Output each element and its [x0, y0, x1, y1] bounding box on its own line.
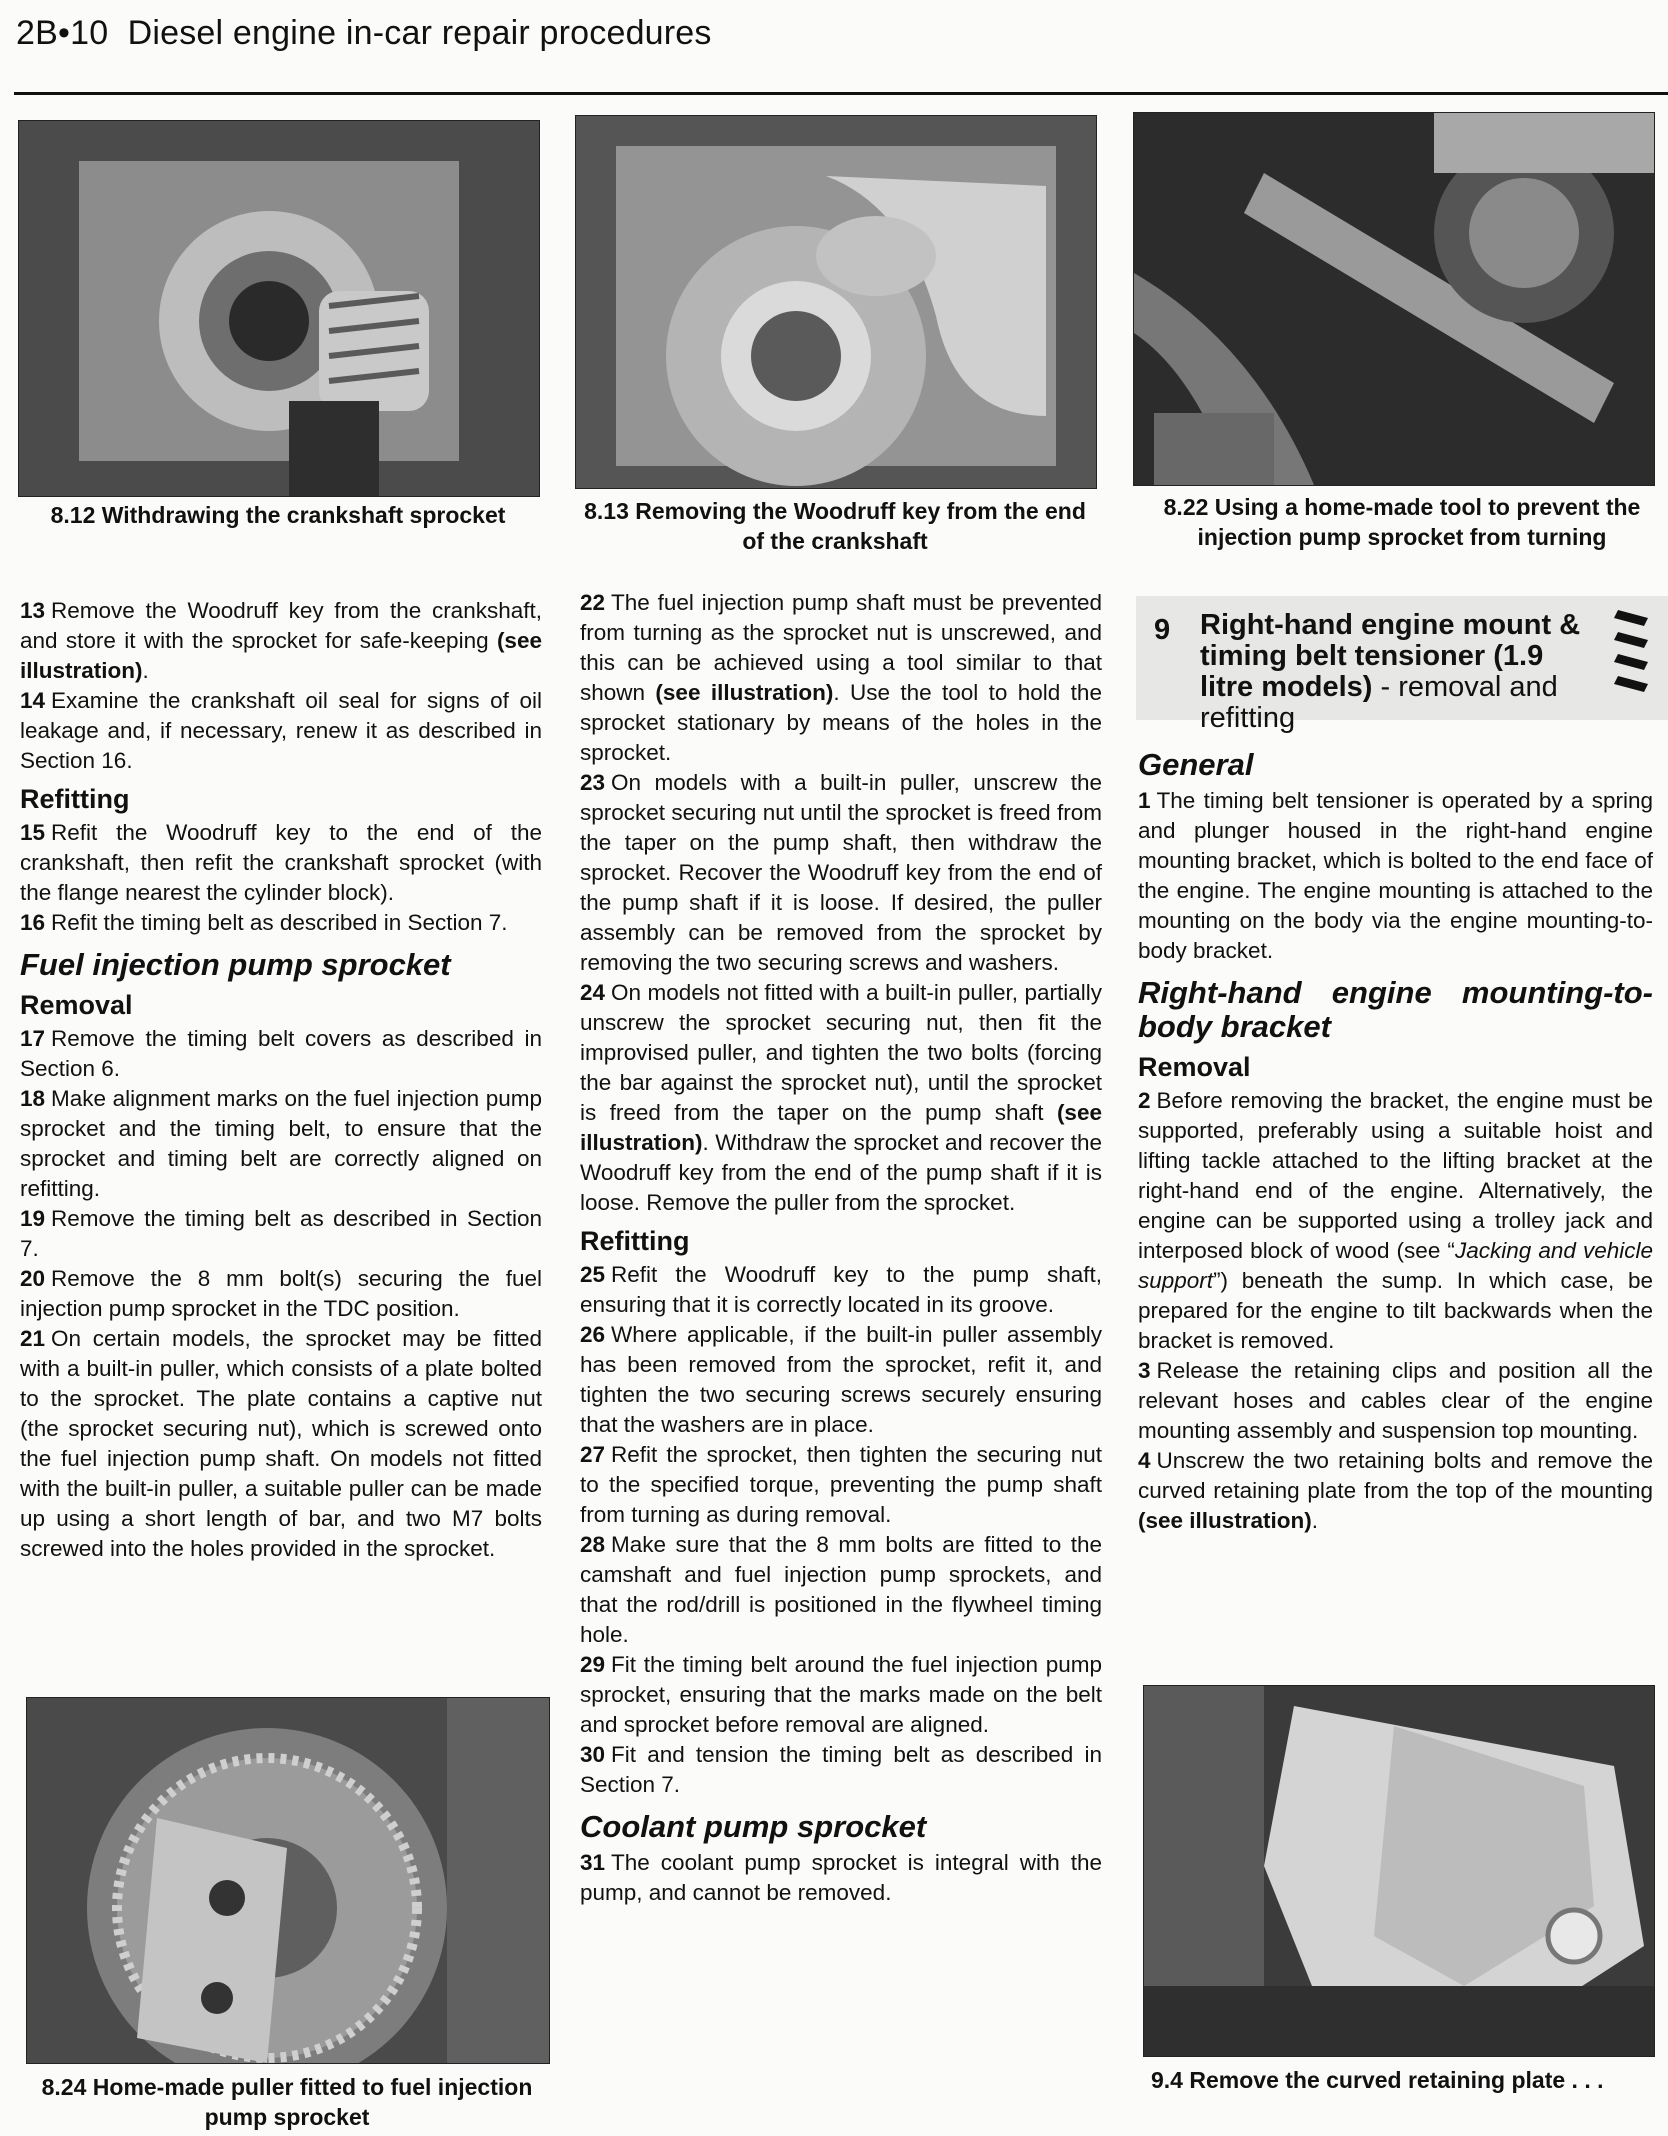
paragraph-19: 19 Remove the timing belt as described in Section 7.: [20, 1206, 542, 1261]
heading-coolant-pump-sprocket: Coolant pump sprocket: [580, 1809, 927, 1844]
photo-8-13: [575, 115, 1097, 489]
heading-refitting: Refitting: [20, 784, 130, 814]
paragraph-17: 17 Remove the timing belt covers as described in Section 6.: [20, 1026, 542, 1081]
column-1: [20, 596, 542, 1564]
paragraph-22: 22 The fuel injection pump shaft must be prevented from turning as the sprocket nut is unscrewed, and this can be achieved using a tool similar to that shown (see illustration). Use the tool to hold the sprocket stationary by means of the holes in the sprocket.: [580, 590, 1102, 765]
section-title: Right-hand engine mount & timing belt tensioner (1.9 litre models) - removal and refitting: [1200, 609, 1581, 734]
page-header: [16, 14, 712, 53]
heading-rh-bracket: Right-hand engine mounting-to-body bracket: [1138, 975, 1653, 1044]
heading-removal-3: Removal: [1138, 1052, 1251, 1082]
heading-fuel-injection-pump-sprocket: Fuel injection pump sprocket: [20, 947, 451, 982]
paragraph-21: 21 On certain models, the sprocket may be fitted with a built-in puller, which consists of a plate bolted to the sprocket. The plate contains a captive nut (the sprocket securing nut), which is screwed onto the fuel injection pump shaft. On models not fitted with the built-in puller, a suitable puller can be made up using a short length of bar, and two M7 bolts screwed into the holes provided in the sprocket.: [20, 1326, 542, 1561]
caption-8-22: 8.22 Using a home-made tool to prevent the injection pump sprocket from turning: [1163, 494, 1641, 550]
paragraph-18: 18 Make alignment marks on the fuel injection pump sprocket and the timing belt, to ensure that the sprocket and timing belt are correctly aligned on refitting.: [20, 1086, 542, 1201]
heading-general: General: [1138, 747, 1254, 782]
header-rule: [14, 92, 1668, 95]
paragraph-4: 4 Unscrew the two retaining bolts and remove the curved retaining plate from the top of the mounting (see illustration).: [1138, 1448, 1653, 1533]
paragraph-26: 26 Where applicable, if the built-in puller assembly has been removed from the sprocket, refit it, and tighten the two securing screws securely ensuring that the washers are in place.: [580, 1322, 1102, 1437]
page-title: Diesel engine in-car repair procedures: [127, 14, 712, 52]
difficulty-wrench-icon: [1610, 606, 1658, 710]
paragraph-27: 27 Refit the sprocket, then tighten the securing nut to the specified torque, preventing the pump shaft from turning as during removal.: [580, 1442, 1102, 1527]
paragraph-3: 3 Release the retaining clips and position all the relevant hoses and cables clear of the engine mounting assembly and suspension top mounting.: [1138, 1358, 1653, 1443]
paragraph-29: 29 Fit the timing belt around the fuel injection pump sprocket, ensuring that the marks made on the belt and sprocket before removal are aligned.: [580, 1652, 1102, 1737]
caption-8-12: 8.12 Withdrawing the crankshaft sprocket: [50, 502, 506, 528]
paragraph-28: 28 Make sure that the 8 mm bolts are fitted to the camshaft and fuel injection pump sprockets, and that the rod/drill is positioned in the flywheel timing hole.: [580, 1532, 1102, 1647]
photo-8-22: [1133, 112, 1655, 486]
paragraph-25: 25 Refit the Woodruff key to the pump shaft, ensuring that it is correctly located in its groove.: [580, 1262, 1102, 1317]
section-9-header: [1136, 596, 1668, 734]
caption-8-13: 8.13 Removing the Woodruff key from the end of the crankshaft: [584, 498, 1086, 554]
paragraph-23: 23 On models with a built-in puller, unscrew the sprocket securing nut until the sprocket is freed from the taper on the pump shaft, then withdraw the sprocket. Recover the Woodruff key from the end of the pump shaft if it is loose. If desired, the puller assembly can be removed from the sprocket by removing the two securing screws and washers.: [580, 770, 1102, 975]
paragraph-14: 14 Examine the crankshaft oil seal for signs of oil leakage and, if necessary, renew it as described in Section 16.: [20, 688, 542, 773]
paragraph-20: 20 Remove the 8 mm bolt(s) securing the fuel injection pump sprocket in the TDC position.: [20, 1266, 542, 1321]
paragraph-15: 15 Refit the Woodruff key to the end of the crankshaft, then refit the crankshaft sprocket (with the flange nearest the cylinder block).: [20, 820, 542, 905]
photo-8-24: [26, 1697, 550, 2064]
paragraph-30: 30 Fit and tension the timing belt as described in Section 7.: [580, 1742, 1102, 1797]
paragraph-31: 31 The coolant pump sprocket is integral with the pump, and cannot be removed.: [580, 1850, 1102, 1905]
paragraph-16: 16 Refit the timing belt as described in Section 7.: [20, 910, 508, 935]
page-code: 2B•10: [16, 14, 109, 52]
paragraph-13: 13 Remove the Woodruff key from the crankshaft, and store it with the sprocket for safe-keeping (see illustration).: [20, 598, 542, 683]
paragraph-24: 24 On models not fitted with a built-in puller, partially unscrew the sprocket securing nut, then fit the improvised puller, and tighten the two bolts (forcing the bar against the sprocket nut), until the sprocket is freed from the taper on the pump shaft (see illustration). Withdraw the sprocket and recover the Woodruff key from the end of the pump shaft if it is loose. Remove the puller from the sprocket.: [580, 980, 1102, 1215]
column-2: [580, 588, 1102, 1908]
heading-removal: Removal: [20, 990, 133, 1020]
photo-9-4: [1143, 1685, 1655, 2057]
photo-8-12: [18, 120, 540, 497]
paragraph-2: 2 Before removing the bracket, the engine must be supported, preferably using a suitable hoist and lifting tackle attached to the lifting bracket at the right-hand end of the engine. Alternatively, the engine can be supported using a trolley jack and interposed block of wood (see “Jacking and vehicle support”) beneath the sump. In which case, be prepared for the engine to tilt backwards when the bracket is removed.: [1138, 1088, 1654, 1353]
section-number: 9: [1154, 614, 1171, 646]
caption-9-4: 9.4 Remove the curved retaining plate . . .: [1151, 2067, 1604, 2093]
heading-refitting-2: Refitting: [580, 1226, 690, 1256]
caption-8-24: 8.24 Home-made puller fitted to fuel injection pump sprocket: [41, 2074, 533, 2130]
column-3: [1138, 748, 1653, 1536]
paragraph-1: 1 The timing belt tensioner is operated by a spring and plunger housed in the right-hand engine mounting bracket, which is bolted to the end face of the engine. The engine mounting is attached to the mounting on the body via the engine mounting-to-body bracket.: [1138, 788, 1653, 963]
